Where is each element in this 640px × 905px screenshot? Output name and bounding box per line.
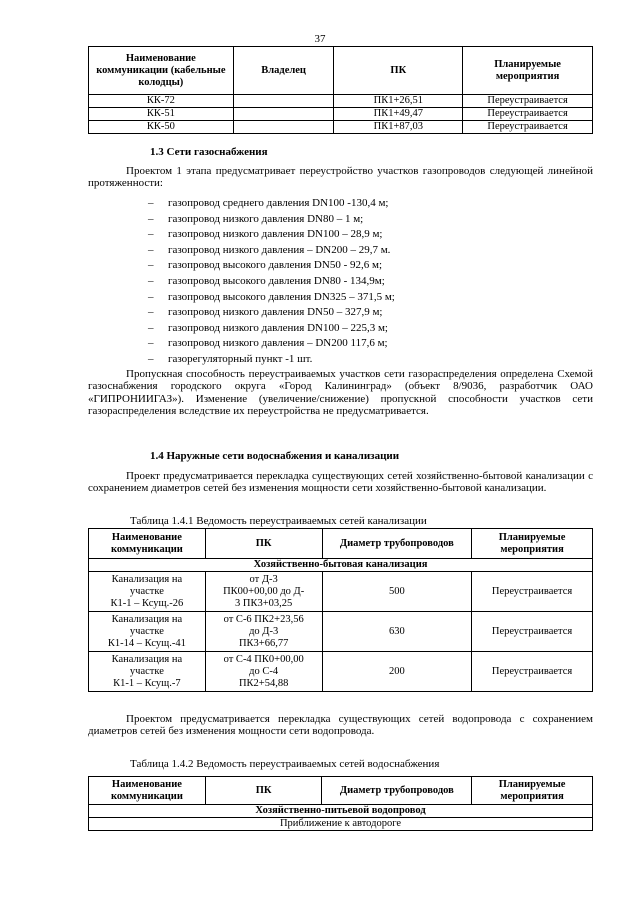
table-subheader-row	[89, 805, 593, 818]
table-caption-sewer: Таблица 1.4.1 Ведомость переустраиваемых сетей канализации	[130, 515, 427, 527]
sewer-intro-paragraph: Проект предусматривается перекладка существующих сетей хозяйственно-бытовой канализации с сохранением диаметров сетей без изменения мощности сети хозяйственно-бытовой канализации.	[88, 470, 593, 495]
column-header: ПК	[205, 777, 322, 805]
table-cell: Канализация на участке К1-14 – Ксущ.-41	[89, 612, 206, 652]
table-cell: от Д-3 ПК00+00,00 до Д- 3 ПК3+03,25	[205, 572, 322, 612]
table-cell	[233, 108, 334, 121]
table-cell: Канализация на участке К1-1 – Ксущ.-26	[89, 572, 206, 612]
column-header: Планируемые мероприятия	[472, 777, 593, 805]
subheader-cell: Хозяйственно-бытовая канализация	[89, 559, 593, 572]
gas-capacity-paragraph: Пропускная способность переустраиваемых участков сети газораспределения определена Схемой газоснабжения городского округа «Город Калининград» (объект 8/9036, разработчик ОАО «ГИПРОНИИГАЗ»). Изменение (увеличение/снижение) пропускной способности участков сети газораспределения вследствие их переустройства не предусматривается.	[88, 368, 593, 418]
column-header: ПК	[205, 529, 322, 559]
table-cell: Переустраивается	[472, 572, 593, 612]
list-item: – газопровод высокого давления DN80 - 134,9м;	[148, 274, 385, 287]
table-cell: КК-51	[89, 108, 234, 121]
table-cell: Переустраивается	[472, 612, 593, 652]
water-networks-table	[88, 776, 593, 831]
table-cell: Канализация на участке К1-1 – Ксущ.-7	[89, 652, 206, 692]
table-cell: Переустраивается	[463, 95, 593, 108]
section-heading-water: 1.4 Наружные сети водоснабжения и канализации	[150, 450, 400, 462]
table-caption-water: Таблица 1.4.2 Ведомость переустраиваемых сетей водоснабжения	[130, 758, 440, 770]
table-cell: 500	[322, 572, 472, 612]
table-cell: Приближение к автодороге	[89, 818, 593, 831]
table-row	[89, 95, 593, 108]
table-cell: ПК1+87,03	[334, 121, 463, 134]
table-cell: 630	[322, 612, 472, 652]
table-cell: КК-50	[89, 121, 234, 134]
list-item: – газопровод высокого давления DN325 – 371,5 м;	[148, 290, 395, 303]
column-header: Диаметр трубопроводов	[322, 529, 472, 559]
table-cell: 200	[322, 652, 472, 692]
table-header-row	[89, 777, 593, 805]
list-item: – газопровод низкого давления DN100 – 225,3 м;	[148, 321, 388, 334]
table-cell	[233, 121, 334, 134]
list-item: – газопровод низкого давления DN100 – 28,9 м;	[148, 228, 383, 241]
table-cell: от С-4 ПК0+00,00 до С-4 ПК2+54,88	[205, 652, 322, 692]
water-paragraph: Проектом предусматривается перекладка существующих сетей водопровода с сохранением диаметров сетей без изменения мощности сети водопровода.	[88, 713, 593, 738]
column-header: Планируемые мероприятия	[463, 47, 593, 95]
column-header: Наименование коммуникации	[89, 529, 206, 559]
page-number: 37	[314, 33, 326, 45]
list-item: – газопровод низкого давления – DN200 117,6 м;	[148, 337, 388, 350]
table-cell: Переустраивается	[463, 121, 593, 134]
column-header: Планируемые мероприятия	[472, 529, 593, 559]
table-cell: КК-72	[89, 95, 234, 108]
column-header: Наименование коммуникации	[89, 777, 206, 805]
table-row	[89, 121, 593, 134]
list-item: – газопровод низкого давления – DN200 – 29,7 м.	[148, 243, 391, 256]
subheader-cell: Хозяйственно-питьевой водопровод	[89, 805, 593, 818]
table-cell: Переустраивается	[472, 652, 593, 692]
gas-pipeline-list	[148, 196, 395, 368]
column-header: Диаметр трубопроводов	[322, 777, 472, 805]
table-header-row	[89, 529, 593, 559]
table-cell: ПК1+26,51	[334, 95, 463, 108]
list-item: – газопровод низкого давления DN50 – 327,9 м;	[148, 306, 383, 319]
cable-wells-table	[88, 46, 593, 134]
list-item: – газопровод низкого давления DN80 – 1 м;	[148, 212, 364, 225]
sewer-networks-table	[88, 528, 593, 692]
column-header: Наименование коммуникации (кабельные колодцы)	[89, 47, 234, 95]
table-cell: ПК1+49,47	[334, 108, 463, 121]
section-heading-gas: 1.3 Сети газоснабжения	[150, 146, 268, 158]
table-header-row	[89, 47, 593, 95]
table-cell: от С-6 ПК2+23,56 до Д-3 ПК3+66,77	[205, 612, 322, 652]
column-header: Владелец	[233, 47, 334, 95]
table-subheader-row	[89, 559, 593, 572]
table-cell: Переустраивается	[463, 108, 593, 121]
list-item: – газорегуляторный пункт -1 шт.	[148, 352, 313, 365]
column-header: ПК	[334, 47, 463, 95]
table-row	[89, 108, 593, 121]
table-row	[89, 652, 593, 692]
table-row	[89, 818, 593, 831]
table-row	[89, 612, 593, 652]
table-cell	[233, 95, 334, 108]
list-item: – газопровод высокого давления DN50 - 92,6 м;	[148, 259, 383, 272]
gas-intro-paragraph: Проектом 1 этапа предусматривает переустройство участков газопроводов следующей линейной протяженности:	[88, 165, 593, 190]
table-row	[89, 572, 593, 612]
list-item: – газопровод среднего давления DN100 -130,4 м;	[148, 197, 389, 209]
